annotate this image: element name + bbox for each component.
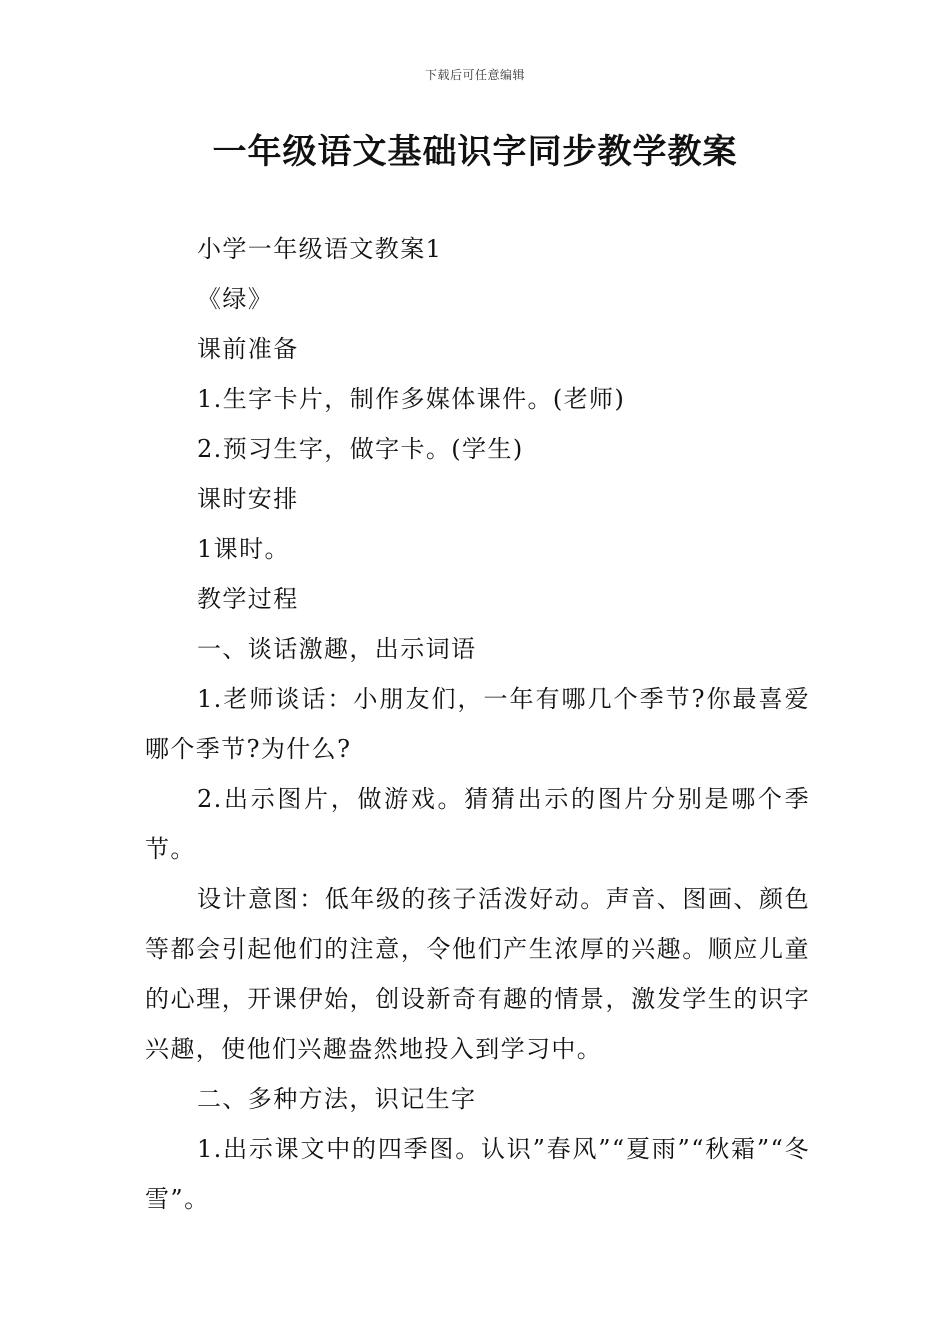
paragraph: 教学过程 (197, 585, 299, 613)
document-title: 一年级语文基础识字同步教学教案 (212, 132, 738, 172)
paragraph: 1.老师谈话：小朋友们，一年有哪几个季节?你最喜爱哪个季节?为什么? (145, 685, 810, 763)
paragraph: 2.预习生字，做字卡。(学生) (197, 435, 524, 463)
paragraph: 1.出示课文中的四季图。认识”春风”“夏雨”“秋霜”“冬雪”。 (145, 1135, 810, 1213)
paragraph: 小学一年级语文教案1 (197, 235, 443, 263)
header-note: 下载后可任意编辑 (424, 68, 525, 82)
paragraph: 课前准备 (197, 335, 299, 363)
paragraph: 1课时。 (197, 535, 290, 563)
paragraph: 2.出示图片，做游戏。猜猜出示的图片分别是哪个季节。 (145, 785, 810, 863)
document-body (145, 224, 810, 1224)
paragraph: 二、多种方法，识记生字 (197, 1085, 477, 1113)
paragraph: 课时安排 (197, 485, 299, 513)
paragraph: 设计意图：低年级的孩子活泼好动。声音、图画、颜色等都会引起他们的注意，令他们产生浓厚的兴趣。顺应儿童的心理，开课伊始，创设新奇有趣的情景，激发学生的识字兴趣，使他们兴趣盎然地投入到学习中。 (145, 885, 810, 1063)
paragraph: 《绿》 (197, 285, 274, 313)
paragraph: 1.生字卡片，制作多媒体课件。(老师) (197, 385, 626, 413)
paragraph: 一、谈话激趣，出示词语 (197, 635, 477, 663)
